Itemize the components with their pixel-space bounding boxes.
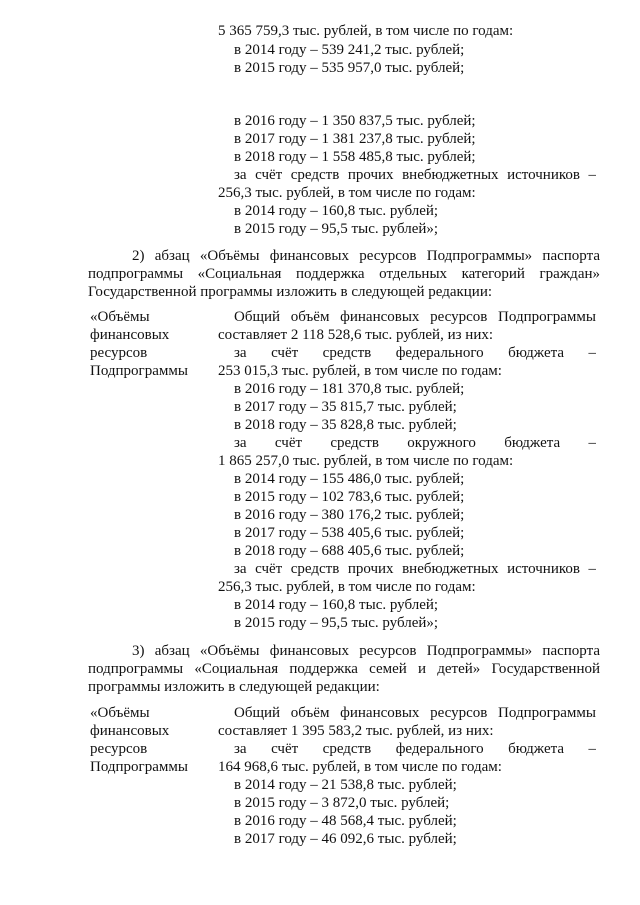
value-line: составляет 2 118 528,6 тыс. рублей, из них: bbox=[218, 327, 494, 343]
label-line: ресурсов bbox=[90, 741, 148, 757]
value-line: в 2017 году – 46 092,6 тыс. рублей; bbox=[234, 831, 457, 847]
text-line: в 2016 году – 1 350 837,5 тыс. рублей; bbox=[234, 113, 476, 129]
label-line: финансовых bbox=[90, 723, 170, 739]
value-line: 253 015,3 тыс. рублей, в том числе по годам: bbox=[218, 363, 502, 379]
value-line: в 2016 году – 48 568,4 тыс. рублей; bbox=[234, 813, 457, 829]
value-line: за счёт средств окружного бюджета – bbox=[234, 435, 596, 451]
text-line: в 2015 году – 535 957,0 тыс. рублей; bbox=[234, 60, 465, 76]
text-line: в 2014 году – 160,8 тыс. рублей; bbox=[234, 203, 439, 219]
text-line: в 2018 году – 1 558 485,8 тыс. рублей; bbox=[234, 149, 476, 165]
value-line: 164 968,6 тыс. рублей, в том числе по годам: bbox=[218, 759, 502, 775]
value-line: 1 865 257,0 тыс. рублей, в том числе по годам: bbox=[218, 453, 514, 469]
text-line: в 2017 году – 1 381 237,8 тыс. рублей; bbox=[234, 131, 476, 147]
paragraph-line: 2) абзац «Объёмы финансовых ресурсов Подпрограммы» паспорта bbox=[132, 248, 600, 264]
text-line: 5 365 759,3 тыс. рублей, в том числе по годам: bbox=[218, 23, 514, 39]
value-line: в 2016 году – 181 370,8 тыс. рублей; bbox=[234, 381, 465, 397]
text-line: 256,3 тыс. рублей, в том числе по годам: bbox=[218, 185, 476, 201]
paragraph-line: подпрограммы «Социальная поддержка семей и детей» Государственной bbox=[88, 661, 600, 677]
paragraph-line: Государственной программы изложить в следующей редакции: bbox=[88, 284, 493, 300]
value-line: в 2016 году – 380 176,2 тыс. рублей; bbox=[234, 507, 465, 523]
value-line: Общий объём финансовых ресурсов Подпрограммы bbox=[234, 705, 596, 721]
text-line: в 2015 году – 95,5 тыс. рублей»; bbox=[234, 221, 439, 237]
value-line: в 2015 году – 3 872,0 тыс. рублей; bbox=[234, 795, 450, 811]
paragraph-line: программы изложить в следующей редакции: bbox=[88, 679, 380, 695]
value-line: в 2014 году – 160,8 тыс. рублей; bbox=[234, 597, 439, 613]
value-line: 256,3 тыс. рублей, в том числе по годам: bbox=[218, 579, 476, 595]
value-line: в 2014 году – 155 486,0 тыс. рублей; bbox=[234, 471, 465, 487]
label-line: финансовых bbox=[90, 327, 170, 343]
label-line: Подпрограммы bbox=[90, 363, 188, 379]
label-line: «Объёмы bbox=[90, 705, 150, 721]
value-line: Общий объём финансовых ресурсов Подпрограммы bbox=[234, 309, 596, 325]
value-line: в 2015 году – 95,5 тыс. рублей»; bbox=[234, 615, 439, 631]
paragraph-line: подпрограммы «Социальная поддержка отдельных категорий граждан» bbox=[88, 266, 600, 282]
value-line: в 2018 году – 688 405,6 тыс. рублей; bbox=[234, 543, 465, 559]
text-line: в 2014 году – 539 241,2 тыс. рублей; bbox=[234, 42, 465, 58]
value-line: за счёт средств прочих внебюджетных источников – bbox=[234, 561, 596, 577]
value-line: за счёт средств федерального бюджета – bbox=[234, 741, 596, 757]
label-line: ресурсов bbox=[90, 345, 148, 361]
value-line: составляет 1 395 583,2 тыс. рублей, из них: bbox=[218, 723, 494, 739]
label-line: Подпрограммы bbox=[90, 759, 188, 775]
text-line: за счёт средств прочих внебюджетных источников – bbox=[234, 167, 596, 183]
value-line: за счёт средств федерального бюджета – bbox=[234, 345, 596, 361]
value-line: в 2017 году – 538 405,6 тыс. рублей; bbox=[234, 525, 465, 541]
value-line: в 2014 году – 21 538,8 тыс. рублей; bbox=[234, 777, 457, 793]
value-line: в 2017 году – 35 815,7 тыс. рублей; bbox=[234, 399, 457, 415]
value-line: в 2015 году – 102 783,6 тыс. рублей; bbox=[234, 489, 465, 505]
label-line: «Объёмы bbox=[90, 309, 150, 325]
paragraph-line: 3) абзац «Объёмы финансовых ресурсов Подпрограммы» паспорта bbox=[132, 643, 600, 659]
value-line: в 2018 году – 35 828,8 тыс. рублей; bbox=[234, 417, 457, 433]
